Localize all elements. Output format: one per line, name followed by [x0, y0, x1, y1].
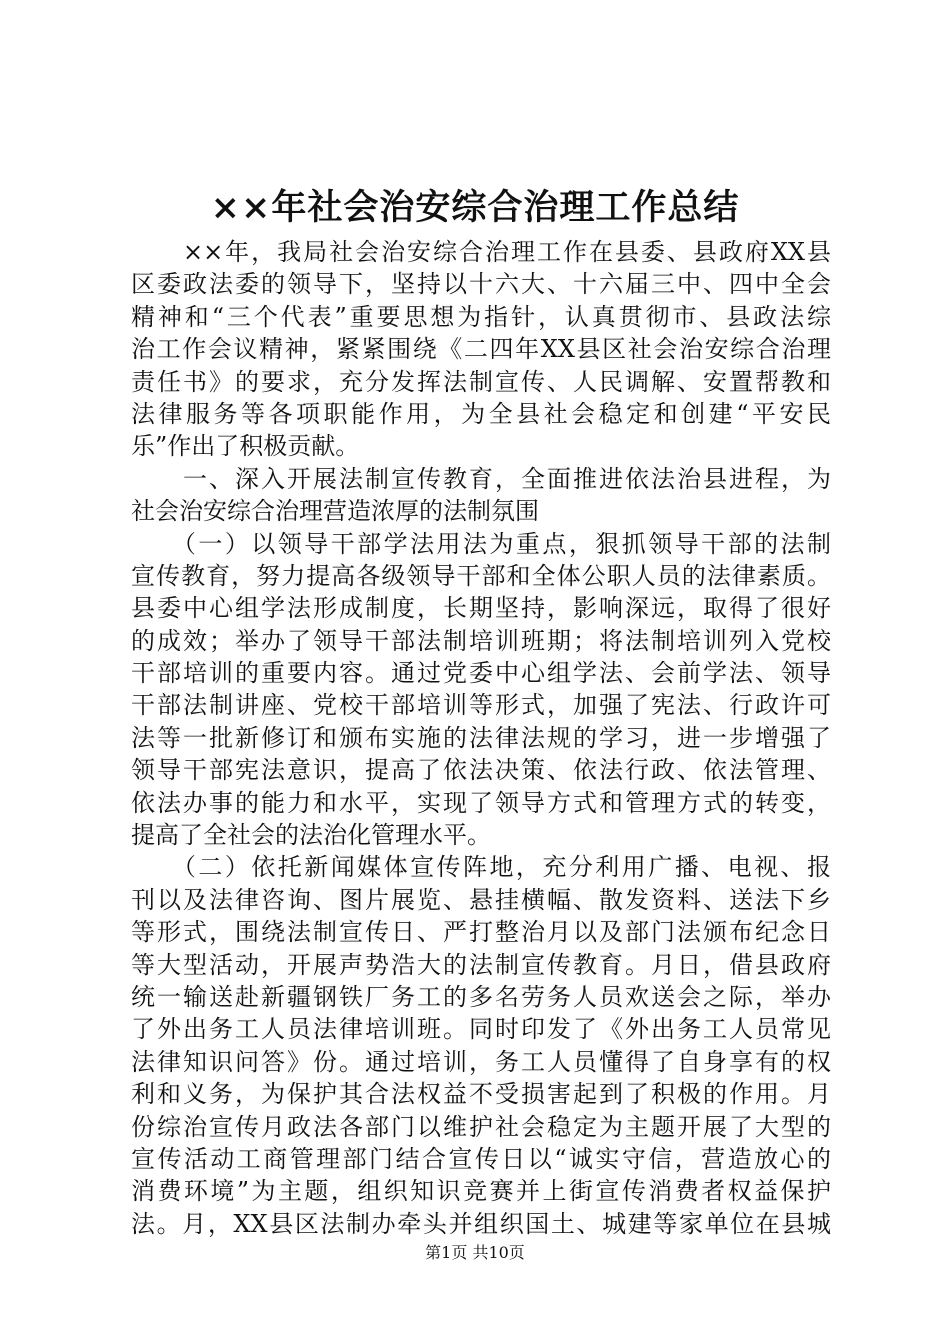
body-line: 了外出务工人员法律培训班。同时印发了《外出务工人员常见 [131, 1015, 831, 1044]
body-line: 等大型活动，开展声势浩大的法制宣传教育。月日，借县政府 [131, 950, 831, 979]
document-body [131, 236, 831, 1240]
body-line: 一、深入开展法制宣传教育，全面推进依法治县进程，为 [131, 464, 831, 493]
body-line: 提高了全社会的法治化管理水平。 [131, 821, 491, 850]
body-line: 等形式，围绕法制宣传日、严打整治月以及部门法颁布纪念日 [131, 918, 831, 947]
body-line: 县委中心组学法形成制度，长期坚持，影响深远，取得了很好 [131, 594, 831, 623]
page-footer: 第1页 共10页 [425, 1243, 525, 1262]
body-line: 依法办事的能力和水平，实现了领导方式和管理方式的转变， [131, 788, 831, 817]
body-line: 法等一批新修订和颁布实施的法律法规的学习，进一步增强了 [131, 723, 831, 752]
body-line: 利和义务，为保护其合法权益不受损害起到了积极的作用。月 [131, 1080, 831, 1109]
body-line: 乐”作出了积极贡献。 [131, 432, 360, 461]
body-line: 治工作会议精神，紧紧围绕《二四年XX县区社会治安综合治理 [131, 335, 831, 364]
body-line: 法。月，XX县区法制办牵头并组织国土、城建等家单位在县城 [131, 1209, 831, 1238]
body-line: 干部法制讲座、党校干部培训等形式，加强了宪法、行政许可 [131, 691, 831, 720]
body-line: 统一输送赴新疆钢铁厂务工的多名劳务人员欢送会之际，举办 [131, 982, 831, 1011]
body-line: （二）依托新闻媒体宣传阵地，充分利用广播、电视、报 [131, 853, 831, 882]
body-line: 领导干部宪法意识，提高了依法决策、依法行政、依法管理、 [131, 756, 831, 785]
body-line: 宣传教育，努力提高各级领导干部和全体公职人员的法律素质。 [131, 561, 831, 590]
body-line: 精神和“三个代表”重要思想为指针，认真贯彻市、县政法综 [131, 302, 831, 331]
body-line: 刊以及法律咨询、图片展览、悬挂横幅、散发资料、送法下乡 [131, 885, 831, 914]
body-line: 法律知识问答》份。通过培训，务工人员懂得了自身享有的权 [131, 1047, 831, 1076]
body-line: 社会治安综合治理营造浓厚的法制氛围 [131, 497, 539, 526]
body-line: 的成效；举办了领导干部法制培训班期；将法制培训列入党校 [131, 626, 831, 655]
body-line: 消费环境”为主题，组织知识竞赛并上街宣传消费者权益保护 [131, 1177, 831, 1206]
body-line: 责任书》的要求，充分发挥法制宣传、人民调解、安置帮教和 [131, 367, 831, 396]
body-line: 宣传活动工商管理部门结合宣传日以“诚实守信，营造放心的 [131, 1144, 831, 1173]
body-line: （一）以领导干部学法用法为重点，狠抓领导干部的法制 [131, 529, 831, 558]
body-line: 干部培训的重要内容。通过党委中心组学法、会前学法、领导 [131, 659, 831, 688]
body-line: 区委政法委的领导下，坚持以十六大、十六届三中、四中全会 [131, 270, 831, 299]
body-line: 法律服务等各项职能作用，为全县社会稳定和创建“平安民 [131, 399, 831, 428]
body-line: ××年，我局社会治安综合治理工作在县委、县政府XX县 [131, 238, 831, 266]
body-line: 份综治宣传月政法各部门以维护社会稳定为主题开展了大型的 [131, 1112, 831, 1141]
document-title: ××年社会治安综合治理工作总结 [210, 187, 740, 228]
